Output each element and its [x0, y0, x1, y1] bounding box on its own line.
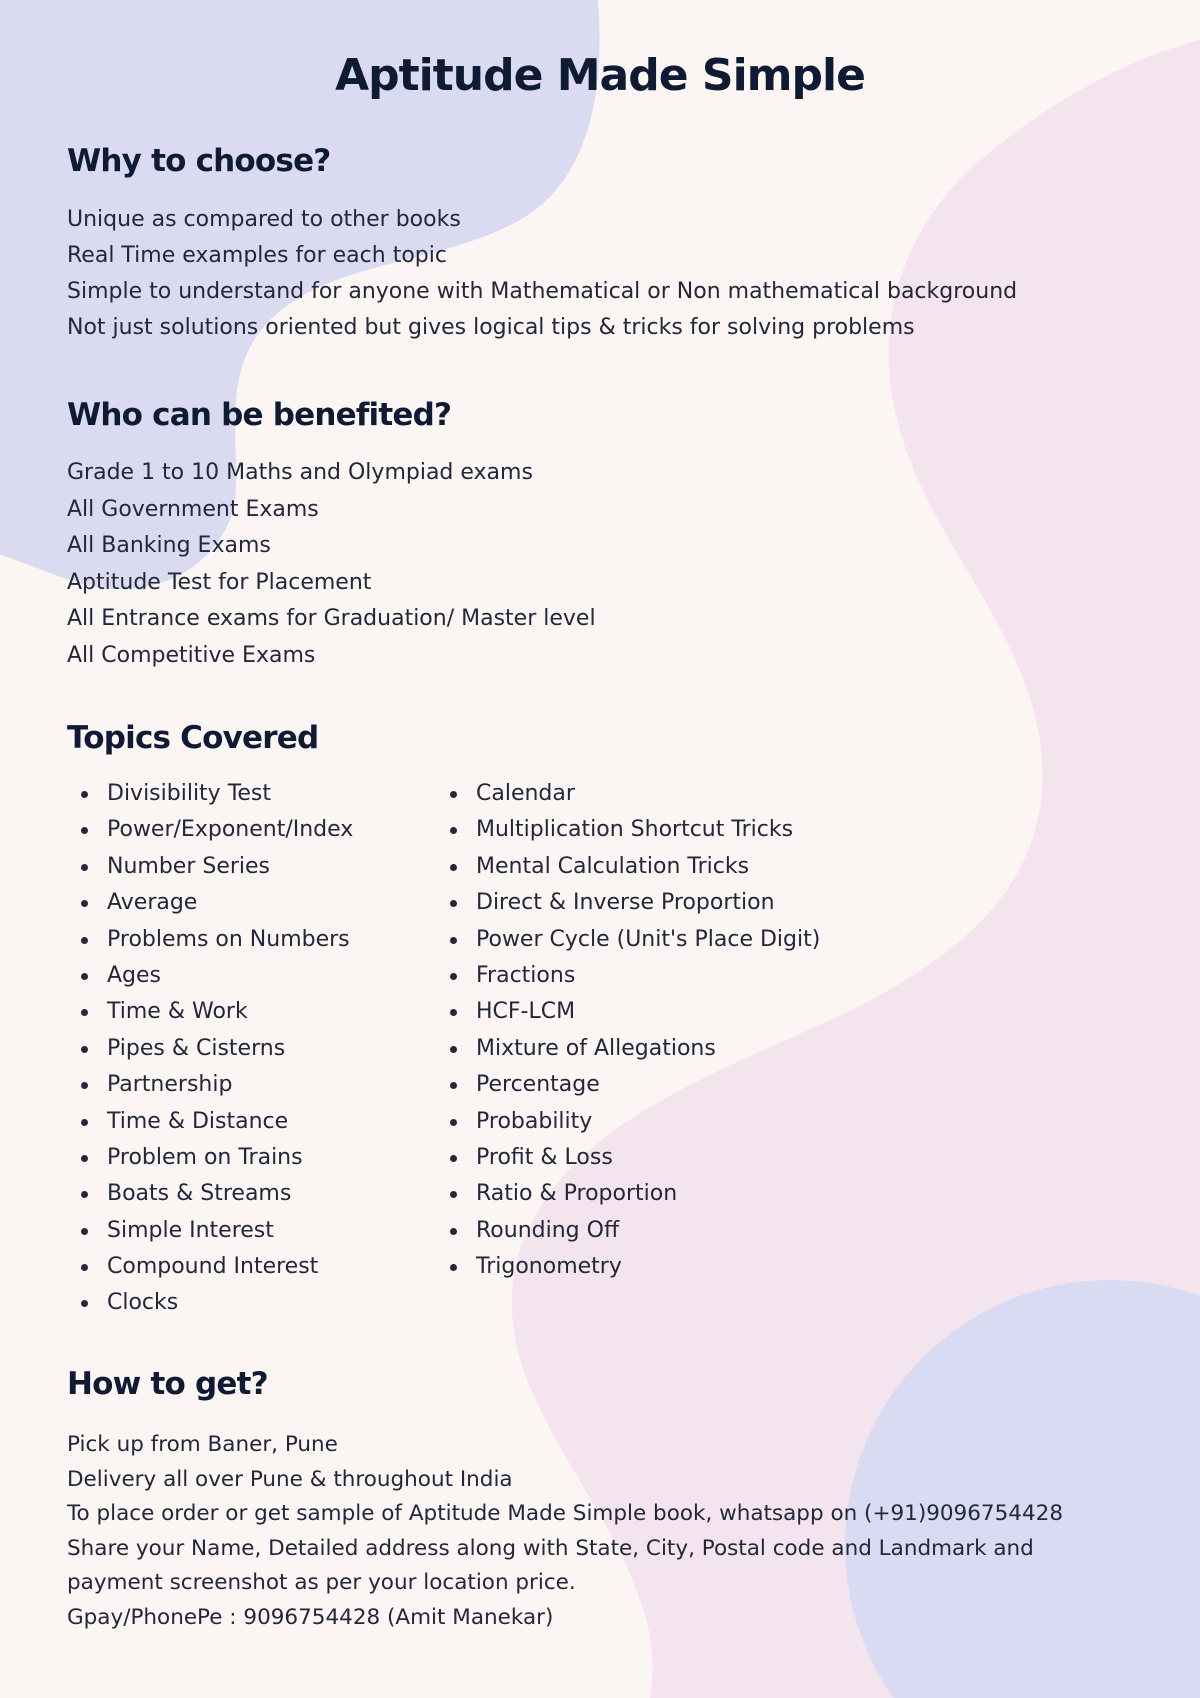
bullet-icon [81, 1264, 88, 1271]
topic-item: Problem on Trains [67, 1140, 353, 1176]
bullet-icon [81, 1119, 88, 1126]
bullet-icon [81, 937, 88, 944]
topic-item: Compound Interest [67, 1249, 353, 1285]
topic-item: Trigonometry [436, 1249, 820, 1285]
who-item: All Entrance exams for Graduation/ Master level [67, 606, 596, 631]
why-heading: Why to choose? [67, 143, 331, 179]
bullet-icon [450, 791, 457, 798]
bullet-icon [450, 1009, 457, 1016]
topics-list-right [436, 776, 820, 1285]
bullet-icon [81, 1046, 88, 1053]
how-item: Delivery all over Pune & throughout India [67, 1466, 513, 1492]
how-item: Gpay/PhonePe : 9096754428 (Amit Manekar) [67, 1604, 554, 1630]
who-item: All Competitive Exams [67, 642, 316, 668]
topic-item: Partnership [67, 1067, 353, 1103]
bullet-icon [450, 937, 457, 944]
topic-item: Multiplication Shortcut Tricks [436, 812, 820, 848]
topic-item: Mixture of Allegations [436, 1031, 820, 1067]
why-item: Unique as compared to other books [67, 207, 461, 232]
bullet-icon [450, 1155, 457, 1162]
bullet-icon [81, 1009, 88, 1016]
topic-item: Number Series [67, 849, 353, 885]
topic-item: Time & Distance [67, 1104, 353, 1140]
bullet-icon [450, 1191, 457, 1198]
topic-item: Average [67, 885, 353, 921]
topic-item: Calendar [436, 776, 820, 812]
how-item: Pick up from Baner, Pune [67, 1432, 338, 1457]
bullet-icon [81, 791, 88, 798]
page-title: Aptitude Made Simple [335, 50, 865, 101]
topic-item: Simple Interest [67, 1213, 353, 1249]
topic-item: Problems on Numbers [67, 922, 353, 958]
why-item: Real Time examples for each topic [67, 243, 447, 268]
topic-item: Fractions [436, 958, 820, 994]
bullet-icon [81, 864, 88, 871]
topic-item: Direct & Inverse Proportion [436, 885, 820, 921]
bullet-icon [81, 1191, 88, 1198]
how-list [67, 1428, 1063, 1635]
how-heading: How to get? [67, 1366, 268, 1402]
topic-item: Time & Work [67, 994, 353, 1030]
topic-item: Probability [436, 1104, 820, 1140]
topic-item: Mental Calculation Tricks [436, 849, 820, 885]
who-item: All Government Exams [67, 496, 319, 522]
bullet-icon [450, 900, 457, 907]
why-list [67, 202, 1017, 346]
topic-item: Power Cycle (Unit's Place Digit) [436, 922, 820, 958]
topic-item: Percentage [436, 1067, 820, 1103]
topics-heading: Topics Covered [67, 720, 319, 756]
bullet-icon [81, 1300, 88, 1307]
bullet-icon [450, 1264, 457, 1271]
who-list [67, 455, 596, 674]
topic-item: Pipes & Cisterns [67, 1031, 353, 1067]
topic-item: Power/Exponent/Index [67, 812, 353, 848]
topics-list-left [67, 776, 353, 1322]
who-item: Grade 1 to 10 Maths and Olympiad exams [67, 460, 533, 485]
topic-item: Divisibility Test [67, 776, 353, 812]
bullet-icon [81, 827, 88, 834]
bullet-icon [81, 973, 88, 980]
topic-item: HCF-LCM [436, 994, 820, 1030]
topic-item: Boats & Streams [67, 1176, 353, 1212]
how-item: payment screenshot as per your location price. [67, 1570, 576, 1595]
bullet-icon [81, 900, 88, 907]
bullet-icon [450, 1119, 457, 1126]
bullet-icon [450, 1228, 457, 1235]
why-item: Simple to understand for anyone with Mathematical or Non mathematical background [67, 279, 1018, 304]
topic-item: Rounding Off [436, 1213, 820, 1249]
who-heading: Who can be benefited? [67, 397, 452, 433]
bullet-icon [450, 827, 457, 834]
bullet-icon [450, 973, 457, 980]
bullet-icon [81, 1228, 88, 1235]
why-item: Not just solutions oriented but gives logical tips & tricks for solving problems [67, 315, 915, 340]
bullet-icon [450, 1082, 457, 1089]
topic-item: Clocks [67, 1285, 353, 1321]
bullet-icon [81, 1155, 88, 1162]
bullet-icon [450, 1046, 457, 1053]
topic-item: Profit & Loss [436, 1140, 820, 1176]
bullet-icon [81, 1082, 88, 1089]
topic-item: Ratio & Proportion [436, 1176, 820, 1212]
how-item: Share your Name, Detailed address along with State, City, Postal code and Landmark and [67, 1535, 1034, 1561]
bullet-icon [450, 864, 457, 871]
who-item: All Banking Exams [67, 533, 271, 558]
how-item: To place order or get sample of Aptitude Made Simple book, whatsapp on (+91)9096754428 [67, 1501, 1063, 1526]
who-item: Aptitude Test for Placement [67, 569, 372, 595]
topic-item: Ages [67, 958, 353, 994]
